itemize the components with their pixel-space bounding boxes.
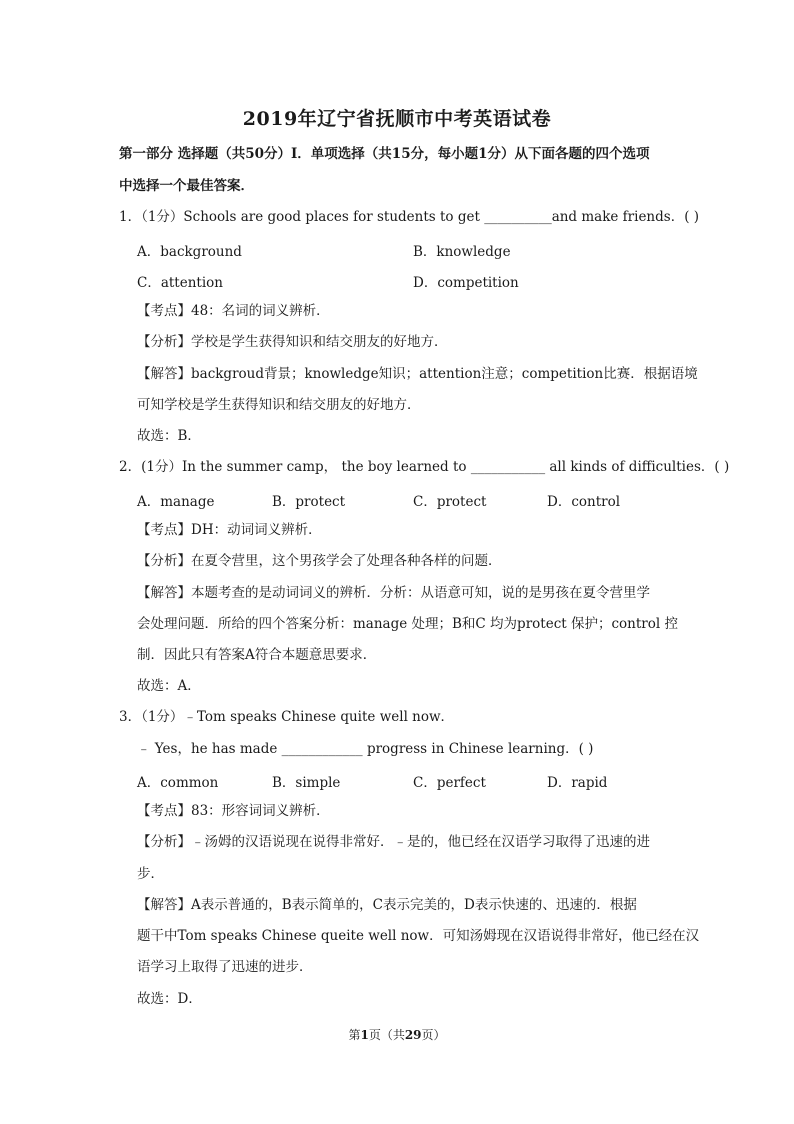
footer-suffix: 页） — [421, 1028, 446, 1042]
q1-fenxi: 【分析】学校是学生获得知识和结交朋友的好地方． — [137, 334, 448, 350]
footer-total-pages: 29 — [404, 1028, 422, 1042]
q2-jieda-line3: 制．因此只有答案A符合本题意思要求． — [137, 647, 377, 663]
q3-jieda-line3: 语学习上取得了迅速的进步． — [137, 959, 313, 975]
q1-stem: 1．（1分）Schools are good places for students to get __________and make friends．( ) — [119, 209, 700, 225]
q3-stem-line2: ﹣ Yes，he has made ____________ progress in Chinese learning．( ) — [137, 741, 594, 757]
q2-fenxi: 【分析】在夏令营里，这个男孩学会了处理各种各样的问题． — [137, 553, 502, 569]
q2-option-b: B．protect — [272, 494, 346, 510]
q1-option-d: D．competition — [413, 275, 519, 291]
q3-fenxi-line2: 步． — [137, 866, 164, 882]
page-title: 2019年辽宁省抚顺市中考英语试卷 — [242, 108, 552, 130]
page-footer — [0, 1026, 794, 1043]
q3-option-a: A．common — [137, 775, 219, 791]
q3-option-c: C．perfect — [413, 775, 486, 791]
q2-stem: 2．(1分）In the summer camp， the boy learned to ___________ all kinds of difficulties．( ) — [119, 459, 730, 475]
q1-kaodian: 【考点】48：名词的词义辨析． — [137, 303, 330, 319]
q1-option-c: C．attention — [137, 275, 223, 291]
q1-jieda-line1: 【解答】backgroud背景；knowledge知识；attention注意；competition比赛．根据语境 — [137, 366, 698, 382]
q2-option-c: C．protect — [413, 494, 487, 510]
q3-jieda-line1: 【解答】A表示普通的，B表示简单的，C表示完美的，D表示快速的、迅速的．根据 — [137, 897, 637, 913]
q3-fenxi-line1: 【分析】﹣汤姆的汉语说现在说得非常好．﹣是的，他已经在汉语学习取得了迅速的进 — [137, 834, 650, 850]
footer-page-number: 1 — [360, 1028, 369, 1042]
q2-option-a: A．manage — [137, 494, 215, 510]
q1-answer: 故选：B． — [137, 428, 201, 444]
q3-kaodian: 【考点】83：形容词词义辨析． — [137, 803, 330, 819]
q3-answer: 故选：D． — [137, 991, 202, 1007]
section-heading-line1: 第一部分 选择题（共50分）I．单项选择（共15分，每小题1分）从下面各题的四个选项 — [119, 146, 650, 162]
q3-option-d: D．rapid — [547, 775, 608, 791]
q2-jieda-line2: 会处理问题．所给的四个答案分析：manage 处理；B和C 均为protect 保护；control 控 — [137, 616, 678, 632]
section-heading-line2: 中选择一个最佳答案． — [119, 178, 254, 194]
q2-jieda-line1: 【解答】本题考查的是动词词义的辨析．分析：从语意可知，说的是男孩在夏令营里学 — [137, 585, 650, 601]
q1-jieda-line2: 可知学校是学生获得知识和结交朋友的好地方． — [137, 397, 421, 413]
q1-option-b: B．knowledge — [413, 244, 511, 260]
q3-stem: 3．（1分）﹣Tom speaks Chinese quite well now． — [119, 709, 455, 725]
footer-prefix: 第 — [348, 1028, 361, 1042]
q2-answer: 故选：A． — [137, 678, 201, 694]
q3-option-b: B．simple — [272, 775, 341, 791]
footer-mid: 页（共 — [368, 1028, 405, 1042]
q3-jieda-line2: 题干中Tom speaks Chinese queite well now．可知汤姆现在汉语说得非常好，他已经在汉 — [137, 928, 700, 944]
q1-option-a: A．background — [137, 244, 242, 260]
q2-kaodian: 【考点】DH：动词词义辨析． — [137, 522, 322, 538]
q2-option-d: D．control — [547, 494, 621, 510]
